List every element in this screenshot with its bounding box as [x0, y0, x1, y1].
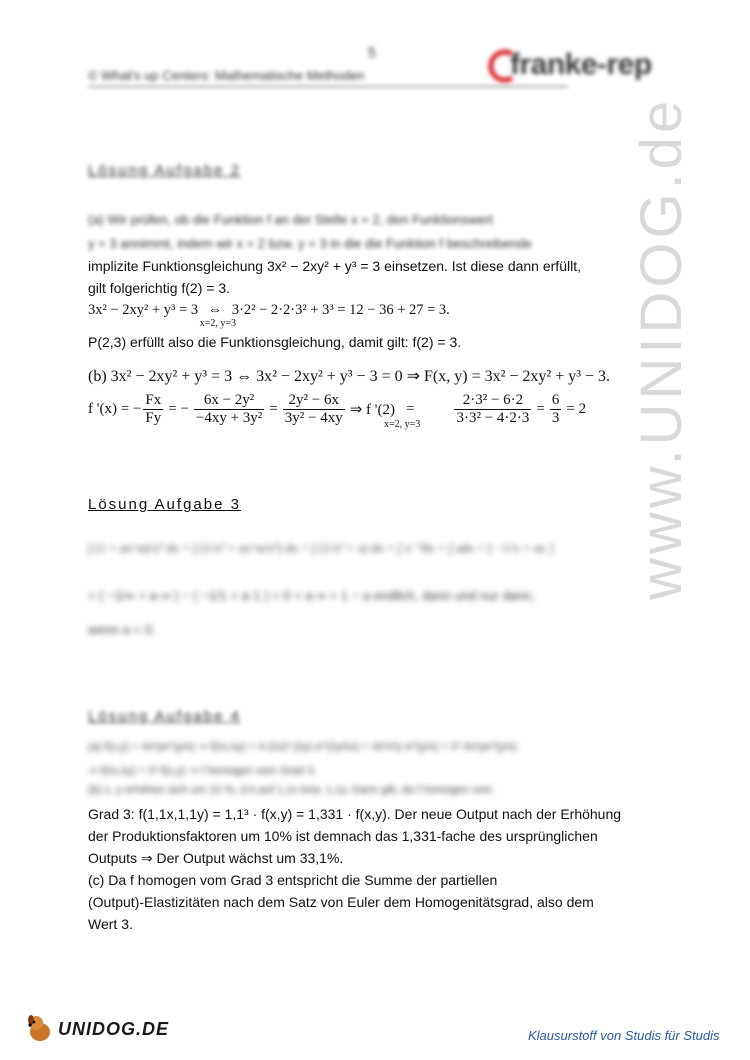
fraction: $\frac{\text{2·3² − 6·2}}{\text{3·3² − 4·2·3}}$ [456, 392, 530, 426]
text-line: (b) x, y erhöhen sich um 10 %, d.h.auf 1,1x bzw. 1,1y. Dann gilt, da f homogen vom [88, 784, 493, 796]
text-line: der Produktionsfaktoren um 10% ist demnach das 1,331-fache des ursprünglichen [88, 828, 598, 844]
equivalence-arrow: ⇔ [207, 302, 223, 318]
text-line: (a) Wir prüfen, ob die Funktion f an der Stelle x = 2, den Funktionswert [88, 212, 494, 227]
equals-minus: = − [168, 401, 189, 417]
result: = 2 [566, 401, 587, 417]
text-line: (c) Da f homogen vom Grad 3 entspricht die Summe der partiellen [88, 872, 498, 888]
fraction: $\frac{6}{3}$ [551, 392, 560, 426]
text-line: Grad 3: f(1,1x,1,1y) = 1,1³ · f(x,y) = 1,331 · f(x,y). Der neue Output nach der Erhöhung [88, 806, 622, 822]
substitution-condition: x=2, y=3 [384, 419, 421, 430]
equation-check [88, 302, 450, 329]
equation-b: (b) 3x² − 2xy² + y³ = 3 ⇔ 3x² − 2xy² + y³ − 3 = 0 ⇒ F(x, y) = 3x² − 2xy² + y³ − 3. [88, 368, 611, 385]
text-line: ⇒ f(λx,λy) = λ³·f(x,y) ⇒ f homogen vom Grad 3. [88, 765, 317, 777]
fraction: $\frac{\text{6x − 2y²}}{\text{−4xy + 3y²}}$ [195, 392, 263, 426]
derivative-lhs: f '(x) = − [88, 401, 142, 417]
footer-tagline: Klausurstoff von Studis für Studis [528, 1028, 720, 1043]
page-number: 5 [368, 44, 376, 60]
watermark: www.UNIDOG.de [629, 96, 694, 600]
text-line: gilt folgerichtig f(2) = 3. [88, 280, 231, 296]
text-line: Wert 3. [88, 916, 133, 932]
logo-text: franke-rep [510, 48, 652, 81]
text-line: P(2,3) erfüllt also die Funktionsgleichung, damit gilt: f(2) = 3. [88, 334, 462, 350]
header-title: © What's up Centers: Mathematische Methoden [88, 68, 365, 83]
equals: = [536, 401, 545, 417]
fraction: $\frac{\text{2y² − 6x}}{\text{3y² − 4xy}}$ [284, 392, 343, 426]
franke-rep-logo [488, 46, 668, 86]
text-line: (a) f(x,y) = 4x²ye^(y/x) ⇒ f(λx,λy) = 4·(λx)²·(λy)·e^(λy/λx) = 4λ³x²y·e^(y/x) = λ³·4x²ye^(y/x) [88, 741, 517, 753]
equation-right: 3·2² − 2·2·3² + 3³ = 12 − 36 + 27 = 3. [231, 302, 450, 318]
fraction: $\frac{Fx}{Fy}$ [145, 392, 162, 426]
text-line: Outputs ⇒ Der Output wächst um 33,1%. [88, 850, 344, 866]
text-line: y = 3 annimmt, indem wir x = 2 bzw. y = 3 in die die Funktion f beschreibende [88, 236, 533, 251]
substitution-condition: x=2, y=3 [199, 318, 236, 329]
derivative-equation [88, 392, 587, 430]
text-line: = ( −1/∞ + a·∞ ) − ( −1/1 + a·1 ) = 0 + a·∞ + 1 − a endlich, dann und nur dann, [88, 588, 535, 603]
text-line: implizite Funktionsgleichung 3x² − 2xy² + y³ = 3 einsetzen. Ist diese dann erfüllt, [88, 258, 581, 274]
integral-line: ∫ (1 + ax^α)/x² dx = ∫ (1/x² + ax^α/x²) dx = ∫ (1/x² + a) dx = ∫ x⁻²dx + ∫ adx = [ −1/x + ax ] [88, 540, 554, 555]
equation-left: 3x² − 2xy² + y³ = 3 [88, 302, 199, 318]
equals: = [269, 401, 278, 417]
unidog-logo [24, 1010, 170, 1046]
section-heading-3: Lösung Aufgabe 3 [88, 496, 241, 513]
text-line: (Output)-Elastizitäten nach dem Satz von Euler dem Homogenitätsgrad, also dem [88, 894, 594, 910]
header-divider [88, 86, 568, 87]
implies-derivative: ⇒ f '(2) [349, 402, 395, 418]
equals: = [406, 401, 415, 417]
text-line: wenn a = 0. [88, 622, 156, 637]
dog-mascot-icon [24, 1012, 56, 1044]
unidog-logo-text: UNIDOG.DE [58, 1019, 170, 1039]
section-heading-4: Lösung Aufgabe 4 [88, 708, 241, 725]
section-heading-2: Lösung Aufgabe 2 [88, 162, 241, 179]
